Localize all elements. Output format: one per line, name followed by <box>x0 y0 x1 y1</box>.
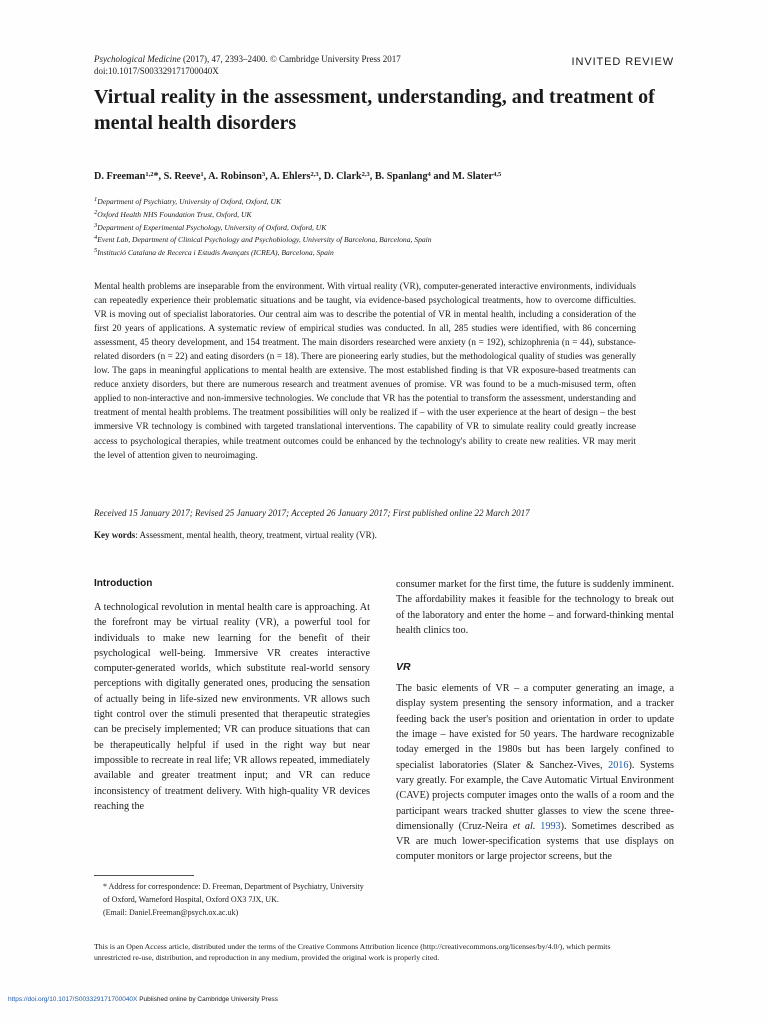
author-affiliation-mark: 2,3 <box>310 171 319 178</box>
author-separator: *, <box>153 171 164 182</box>
right-column <box>396 577 674 865</box>
keywords-text: : Assessment, mental health, theory, treatment, virtual reality (VR). <box>135 530 377 540</box>
footer-published: Published online by Cambridge University Press <box>137 996 278 1003</box>
open-access-notice: This is an Open Access article, distributed under the terms of the Creative Commons Attribution licence (http://creativecommons.org/licenses/by/4.0/), which permits unrestricted re-use, distribution, and reproduction in any medium, provided the original work is properly cited. <box>94 942 611 963</box>
author-name: A. Ehlers <box>269 171 311 182</box>
journal-name: Psychological Medicine <box>94 54 181 64</box>
article-type: INVITED REVIEW <box>571 56 674 68</box>
author-name: A. Robinson <box>208 171 262 182</box>
footnote-rule <box>94 875 194 876</box>
intro-paragraph: A technological revolution in mental health care is approaching. At the forefront may be virtual reality (VR), a powerful tool for individuals to make new learning for the benefit of their psychological well-being. Immersive VR creates interactive computer-generated worlds, which substitute real-world sensory perceptions with digitally generated ones, producing the sensation of actually being in life-sized new environments. VR allows such tight control over the stimuli presented that therapeutic strategies can be precisely implemented; VR can produce situations that can be therapeutically helpful if used in the right way but near impossible to recreate in real life; VR allows repeated, immediately available and greater treatment input; and VR can reduce inconsistency of treatment delivery. With high-quality VR devices reaching the <box>94 602 370 812</box>
author-separator: , <box>203 171 209 182</box>
author-affiliation-mark: 1 <box>200 171 204 178</box>
affiliation-number: 3 <box>94 221 98 229</box>
left-column <box>94 577 370 814</box>
author-affiliation-mark: 4,5 <box>493 171 502 178</box>
affiliation-list <box>94 196 694 260</box>
affiliation-text: Event Lab, Department of Clinical Psychology and Psychobiology, University of Barcelona, Barcelona, Spain <box>97 235 432 245</box>
affiliation-text: Institució Catalana de Recerca i Estudis Avançats (ICREA), Barcelona, Spain <box>97 248 334 258</box>
author-list <box>94 169 694 185</box>
page-footer <box>8 996 278 1003</box>
affiliation-number: 4 <box>94 234 98 242</box>
author-separator: , <box>265 171 270 182</box>
author-name: M. Slater <box>452 171 494 182</box>
correspondence-footnote <box>94 881 370 920</box>
affiliation <box>94 196 694 209</box>
author-affiliation-mark: 2,3 <box>361 171 370 178</box>
vr-etal: et al. <box>512 820 536 832</box>
abstract: Mental health problems are inseparable from the environment. With virtual reality (VR), computer-generated interactive environments, individuals can repeatedly experience their problematic situations and be taught, via evidence-based psychological treatments, how to overcome difficulties. VR is moving out of specialist laboratories. Our central aim was to describe the potential of VR in mental health, including a consideration of the first 20 years of applications. A systematic review of empirical studies was conducted. In all, 285 studies were identified, with 86 concerning assessment, 45 theory development, and 154 treatment. The main disorders researched were anxiety (n = 192), schizophrenia (n = 44), substance-related disorders (n = 22) and eating disorders (n = 18). There are pioneering early studies, but the methodological quality of studies was generally low. The gaps in meaningful applications to mental health are extensive. The most established finding is that VR exposure-based treatments can reduce anxiety disorders, but there are numerous research and treatment avenues of promise. VR was found to be a much-misused term, often applied to non-interactive and non-immersive technologies. We conclude that VR has the potential to transform the assessment, understanding and treatment of mental health problems. The treatment possibilities will only be realized if – with the user experience at the heart of design – the best immersive VR technology is combined with targeted translational interventions. The capability of VR to simulate reality could greatly increase access to psychological therapies, while treatment outcomes could be enhanced by the technology's ability to create new realities. VR may merit the level of attention given to neuroimaging. <box>94 281 636 460</box>
affiliation-number: 5 <box>94 247 98 255</box>
citation-link-1993[interactable]: 1993 <box>540 820 561 832</box>
author-affiliation-mark: 3 <box>261 171 266 178</box>
author-name: S. Reeve <box>163 171 201 182</box>
header-doi: doi:10.1017/S003329171700040X <box>94 66 219 76</box>
author-affiliation-mark: 1,2 <box>145 171 154 178</box>
affiliation <box>94 209 694 222</box>
affiliation-text: Oxford Health NHS Foundation Trust, Oxford, UK <box>97 209 252 219</box>
intro-continuation: consumer market for the first time, the future is suddenly imminent. The affordability makes it feasible for the technology to break out of the laboratory and enter the home – and forward-thinking mental health clinics too. <box>396 579 674 636</box>
affiliation <box>94 222 694 235</box>
keywords <box>94 530 377 540</box>
correspondence-email: (Email: Daniel.Freeman@psych.ox.ac.uk) <box>103 907 239 917</box>
affiliation-number: 1 <box>94 196 98 203</box>
affiliation <box>94 234 694 247</box>
author-name: B. Spanlang <box>374 171 428 182</box>
vr-text-2: ). Systems vary greatly. For example, the Cave Automatic Virtual Environment (CAVE) projects computer images onto the walls of a room and the participant wears tracked shutter glasses to view the scene three-dimensionally (Cruz-Neira <box>396 759 674 832</box>
journal-citation <box>94 53 401 65</box>
author-affiliation-mark: 4 <box>427 171 431 178</box>
citation-details: (2017), 47, 2393–2400. © Cambridge University Press 2017 <box>180 54 401 64</box>
correspondence-address: * Address for correspondence: D. Freeman, Department of Psychiatry, University of Oxford, Warneford Hospital, Oxford OX3 7JX, UK. <box>103 882 364 904</box>
author-separator: , <box>369 171 375 182</box>
section-heading-introduction: Introduction <box>94 578 153 589</box>
publication-dates: Received 15 January 2017; Revised 25 January 2017; Accepted 26 January 2017; First published online 22 March 2017 <box>94 508 530 518</box>
citation-link-2016[interactable]: 2016 <box>608 759 629 771</box>
vr-paragraph <box>396 681 674 865</box>
paper-title: Virtual reality in the assessment, understanding, and treatment of mental health disorders <box>94 86 655 134</box>
footer-doi-link[interactable]: https://doi.org/10.1017/S003329171700040X <box>8 996 138 1003</box>
author-name: D. Freeman <box>94 171 146 182</box>
affiliation-text: Department of Psychiatry, University of Oxford, Oxford, UK <box>97 197 282 206</box>
vr-text-1: The basic elements of VR – a computer generating an image, a display system presenting the sensory information, and a tracker feeding back the user's position and orientation in order to update the image – have existed for 50 years. The hardware recognizable today emerged in the 1980s but has been largely confined to specialist laboratories (Slater & Sanchez-Vives, <box>396 683 674 771</box>
author-separator: , <box>318 171 324 182</box>
keywords-label: Key words <box>94 530 136 540</box>
vr-text-3: ). Sometimes described as VR are much lower-specification systems that use displays on computer monitors or large projector screens, but the <box>396 820 674 863</box>
author-name: D. Clark <box>323 171 362 182</box>
section-heading-vr: VR <box>396 661 411 674</box>
affiliation <box>94 247 694 260</box>
affiliation-text: Department of Experimental Psychology, University of Oxford, Oxford, UK <box>97 222 327 232</box>
author-separator: and <box>430 171 453 182</box>
affiliation-number: 2 <box>94 208 98 216</box>
